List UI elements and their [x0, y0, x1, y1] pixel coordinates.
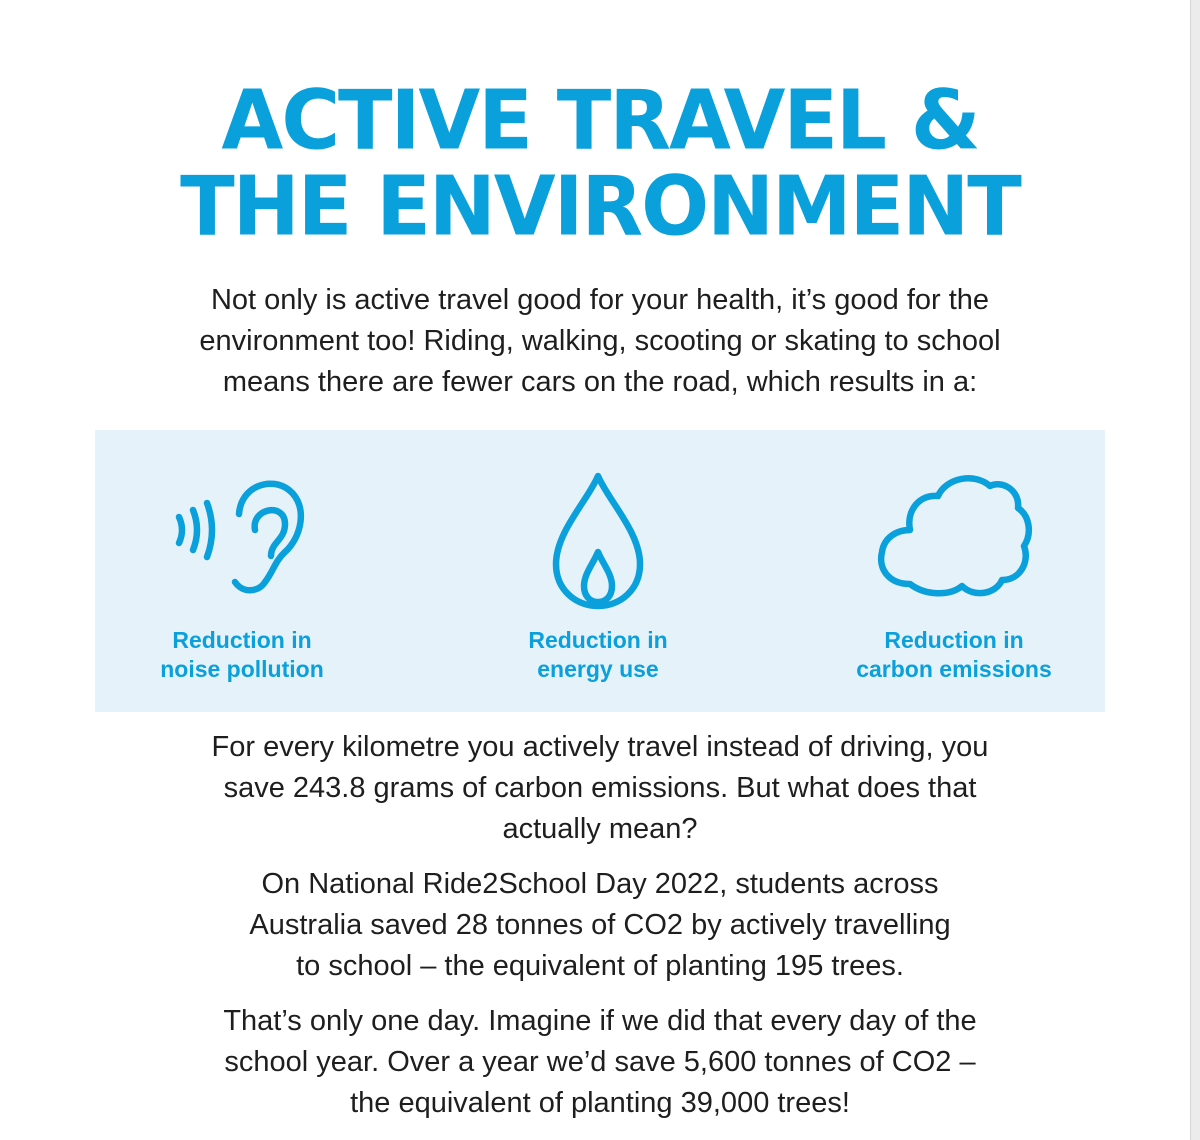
intro-paragraph: [60, 280, 1140, 403]
p3-line-3: the equivalent of planting 39,000 trees!: [350, 1087, 850, 1119]
intro-line-3: means there are fewer cars on the road, which results in a:: [222, 366, 978, 398]
benefit-carbon-line-2: carbon emissions: [856, 656, 1052, 682]
benefit-carbon: [804, 430, 1104, 712]
title-line-2: THE ENVIRONMENT: [180, 158, 1020, 254]
ride2school-day-paragraph: [60, 864, 1140, 987]
p1-line-1: For every kilometre you actively travel instead of driving, you: [211, 731, 989, 763]
carbon-per-km-paragraph: [60, 727, 1140, 850]
p2-line-2: Australia saved 28 tonnes of CO2 by actively travelling: [249, 909, 951, 941]
page-title: [0, 73, 1200, 254]
intro-line-1: Not only is active travel good for your health, it’s good for the: [210, 284, 990, 316]
p2-line-1: On National Ride2School Day 2022, students across: [261, 868, 939, 900]
intro-line-2: environment too! Riding, walking, scooting or skating to school: [199, 325, 1001, 357]
school-year-paragraph: [60, 1001, 1140, 1124]
p1-line-3: actually mean?: [502, 813, 698, 845]
benefit-carbon-label: [804, 626, 1104, 684]
benefit-noise-line-1: Reduction in: [172, 627, 312, 653]
benefit-energy-line-1: Reduction in: [528, 627, 668, 653]
benefit-noise-label: [92, 626, 392, 684]
p1-line-2: save 243.8 grams of carbon emissions. But what does that: [223, 772, 977, 804]
benefit-noise: [92, 430, 392, 712]
benefit-energy-line-2: energy use: [537, 656, 659, 682]
benefit-noise-line-2: noise pollution: [160, 656, 324, 682]
cloud-icon: [874, 472, 1034, 602]
p3-line-2: school year. Over a year we’d save 5,600 tonnes of CO2 –: [224, 1046, 976, 1078]
benefit-carbon-line-1: Reduction in: [884, 627, 1024, 653]
benefit-energy-label: [448, 626, 748, 684]
title-line-1: ACTIVE TRAVEL &: [221, 73, 979, 169]
flame-icon: [548, 472, 648, 612]
ear-sound-icon: [167, 472, 317, 602]
p2-line-3: to school – the equivalent of planting 195 trees.: [296, 950, 904, 982]
benefit-energy: [448, 430, 748, 712]
benefits-panel: [95, 430, 1105, 712]
p3-line-1: That’s only one day. Imagine if we did that every day of the: [223, 1005, 977, 1037]
